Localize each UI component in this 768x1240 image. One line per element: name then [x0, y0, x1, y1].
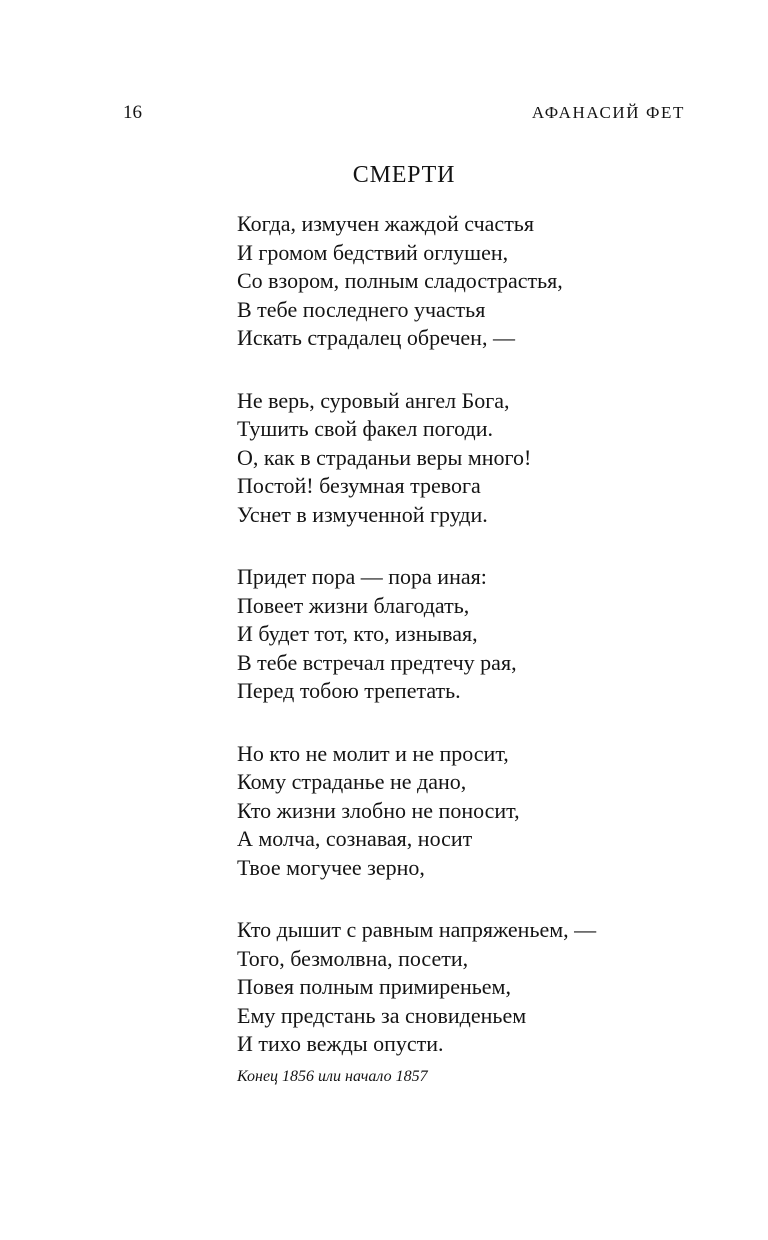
poem-title: СМЕРТИ: [352, 162, 456, 188]
poem-line: Повеет жизни благодать,: [237, 592, 470, 618]
poem-line: И громом бедствий оглушен,: [237, 239, 509, 265]
poem-line: Искать страдалец обречен, —: [237, 325, 515, 350]
poem-line: А молча, сознавая, носит: [237, 826, 473, 851]
poem-line: Тушить свой факел погоди.: [237, 416, 493, 441]
poem-line: Твое могучее зерно,: [237, 854, 425, 880]
poem-line: И тихо вежды опусти.: [237, 1031, 444, 1056]
poem-line: Со взором, полным сладострастья,: [237, 268, 563, 293]
poem-line: Перед тобою трепетать.: [237, 678, 461, 703]
poem-line: Повея полным примиреньем,: [237, 974, 511, 999]
stanza-4: [237, 740, 717, 883]
running-head: [0, 100, 768, 126]
stanza-1: [237, 210, 717, 353]
poem-line: Но кто не молит и не просит,: [237, 740, 509, 766]
poem-line: В тебе встречал предтечу рая,: [237, 649, 517, 675]
stanza-3: [237, 563, 717, 706]
poem-line: Ему предстань за сновиденьем: [237, 1002, 527, 1028]
poem-line: Когда, измучен жаждой счастья: [237, 211, 534, 236]
poem-line: Не верь, суровый ангел Бога,: [237, 387, 510, 413]
poem-line: Кому страданье не дано,: [237, 769, 467, 794]
poem-line: Постой! безумная тревога: [237, 473, 481, 498]
stanza-2: [237, 387, 717, 530]
stanza-5: [237, 916, 717, 1059]
poem-line: Уснет в измученной груди.: [237, 501, 488, 527]
poem-date: Конец 1856 или начало 1857: [237, 1068, 428, 1085]
poem-line: В тебе последнего участья: [237, 296, 486, 322]
poem-line: Кто жизни злобно не поносит,: [237, 797, 520, 823]
poem-body: [237, 210, 717, 1093]
poem-line: Кто дышит с равным напряженьем, —: [237, 917, 597, 942]
author-name: АФАНАСИЙ ФЕТ: [531, 103, 685, 122]
poem-line: О, как в страданьи веры много!: [237, 444, 532, 470]
page-number: 16: [123, 102, 142, 123]
poem-line: Придет пора — пора иная:: [237, 564, 487, 589]
poem-line: И будет тот, кто, изнывая,: [237, 621, 478, 646]
poem-line: Того, безмолвна, посети,: [237, 945, 469, 971]
